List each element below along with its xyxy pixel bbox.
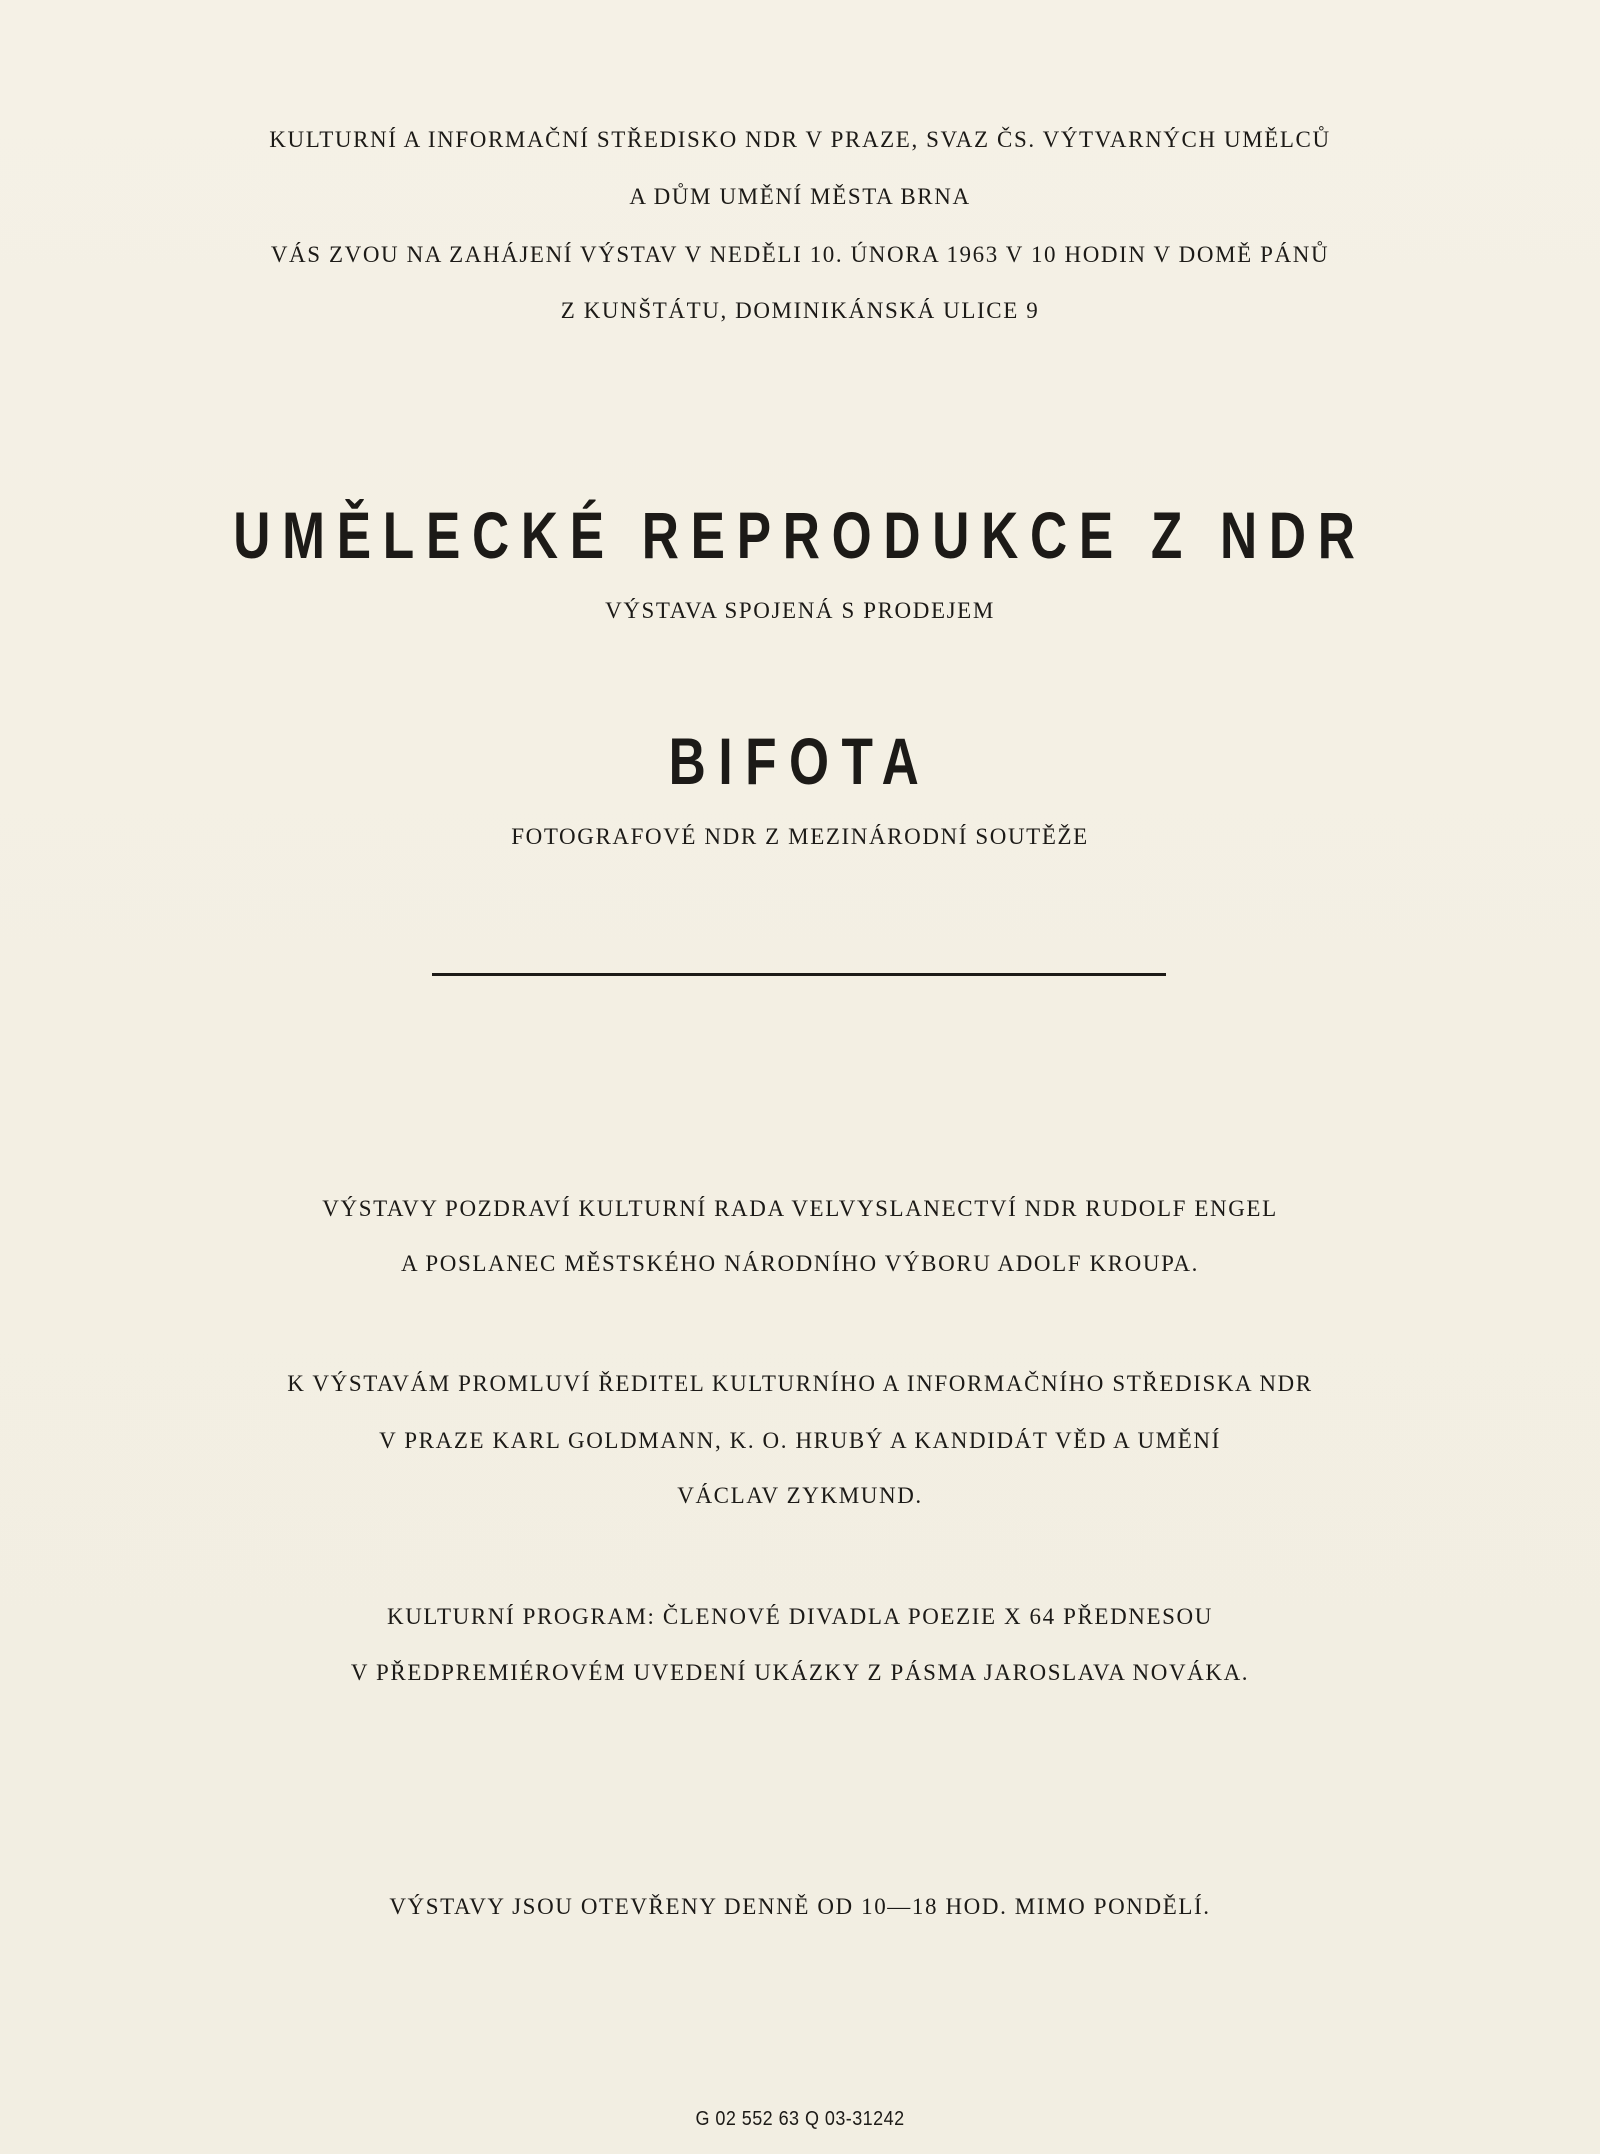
exhibition-title-reprodukce: UMĚLECKÉ REPRODUKCE Z NDR [233,498,1367,572]
speakers-line-2: V PRAZE KARL GOLDMANN, K. O. HRUBÝ A KANDIDÁT VĚD A UMĚNÍ [379,1428,1221,1453]
header-line-2: A DŮM UMĚNÍ MĚSTA BRNA [629,184,971,209]
exhibition-subtitle-bifota: FOTOGRAFOVÉ NDR Z MEZINÁRODNÍ SOUTĚŽE [511,824,1089,849]
print-code: G 02 552 63 Q 03-31242 [695,2108,905,2130]
header-line-3: VÁS ZVOU NA ZAHÁJENÍ VÝSTAV V NEDĚLI 10. ÚNORA 1963 V 10 HODIN V DOMĚ PÁNŮ [270,242,1330,267]
speakers-line-1: K VÝSTAVÁM PROMLUVÍ ŘEDITEL KULTURNÍHO A INFORMAČNÍHO STŘEDISKA NDR [287,1371,1313,1396]
exhibition-title-bifota: BIFOTA [668,724,932,798]
program-line-1: KULTURNÍ PROGRAM: ČLENOVÉ DIVADLA POEZIE X 64 PŘEDNESOU [387,1604,1213,1629]
program-line-2: V PŘEDPREMIÉROVÉM UVEDENÍ UKÁZKY Z PÁSMA JAROSLAVA NOVÁKA. [350,1660,1250,1685]
header-line-1: KULTURNÍ A INFORMAČNÍ STŘEDISKO NDR V PRAZE, SVAZ ČS. VÝTVARNÝCH UMĚLCŮ [269,127,1331,152]
header-line-4: Z KUNŠTÁTU, DOMINIKÁNSKÁ ULICE 9 [560,298,1040,323]
exhibition-subtitle-reprodukce: VÝSTAVA SPOJENÁ S PRODEJEM [605,598,995,623]
opening-hours: VÝSTAVY JSOU OTEVŘENY DENNĚ OD 10—18 HOD. MIMO PONDĚLÍ. [389,1894,1211,1919]
greeting-line-1: VÝSTAVY POZDRAVÍ KULTURNÍ RADA VELVYSLANECTVÍ NDR RUDOLF ENGEL [322,1196,1278,1221]
greeting-line-2: A POSLANEC MĚSTSKÉHO NÁRODNÍHO VÝBORU ADOLF KROUPA. [401,1251,1199,1276]
speakers-line-3: VÁCLAV ZYKMUND. [677,1483,923,1508]
divider-rule [432,973,1166,976]
